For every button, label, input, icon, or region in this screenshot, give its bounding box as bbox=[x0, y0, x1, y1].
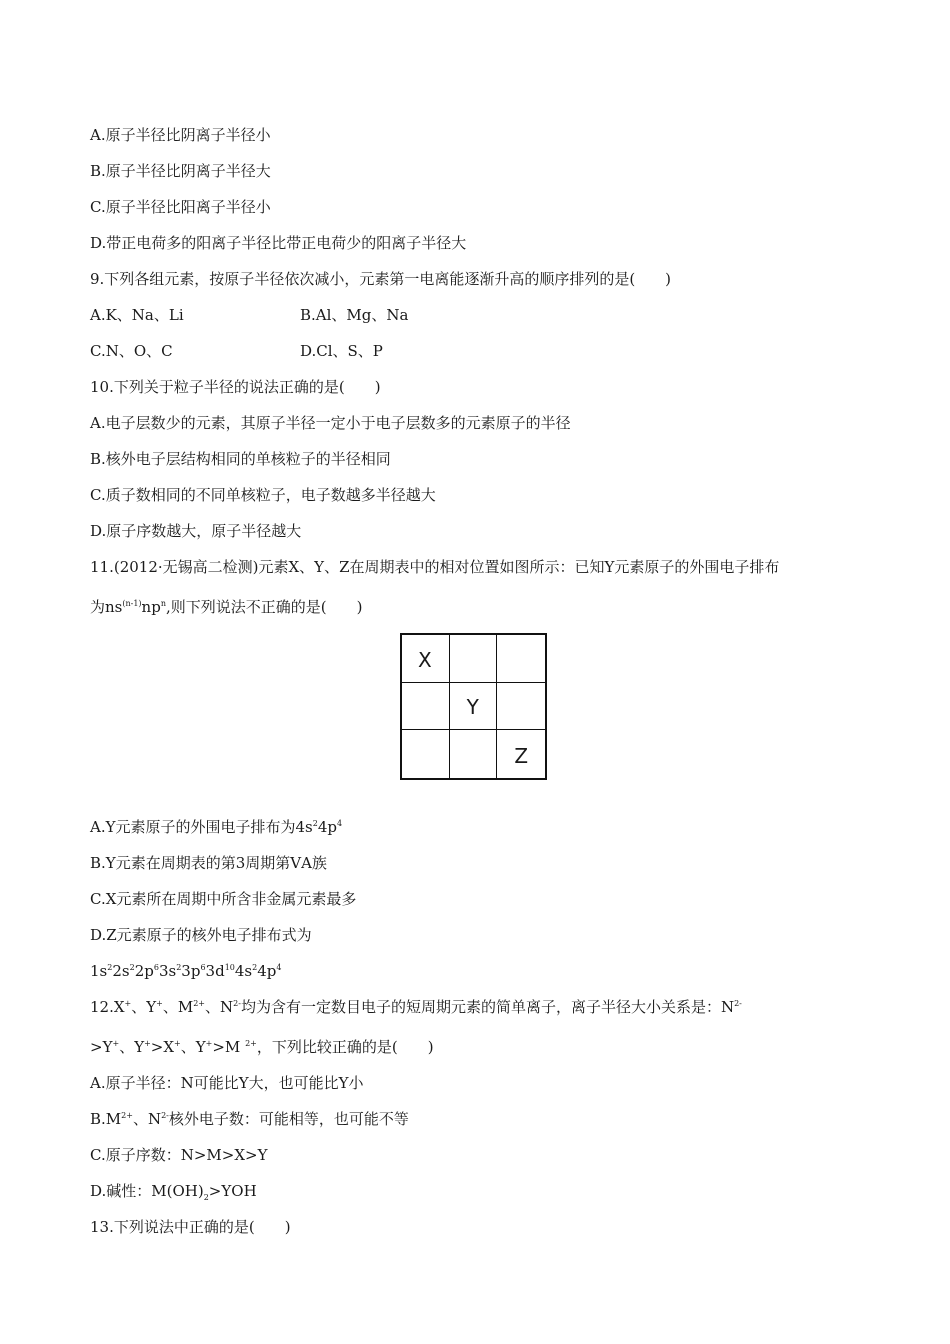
grid-cell-x bbox=[402, 635, 450, 683]
q12-option-a: A.原子半径：N可能比Y大，也可能比Y小 bbox=[90, 1074, 364, 1092]
q9-options-row1 bbox=[90, 305, 409, 325]
q10-option-c: C.质子数相同的不同单核粒子，电子数越多半径越大 bbox=[90, 486, 436, 504]
config-term: 3p bbox=[181, 962, 201, 980]
q12-line2-sup: + bbox=[174, 1039, 181, 1048]
config-exp: 10 bbox=[224, 963, 235, 972]
q12-option-d-sub: 2 bbox=[203, 1193, 209, 1202]
config-exp: 2 bbox=[176, 963, 182, 972]
q12-stem-rest: 均为含有一定数目电子的短周期元素的简单离子，离子半径大小关系是：N bbox=[240, 998, 735, 1016]
q12-sep1: 、Y bbox=[131, 998, 157, 1016]
q11-option-a-sup2: 4 bbox=[337, 819, 343, 828]
config-exp: 2 bbox=[107, 963, 113, 972]
q12-option-d-pre: D.碱性：M(OH) bbox=[90, 1182, 204, 1200]
q8-option-b: B.原子半径比阴离子半径大 bbox=[90, 162, 271, 180]
q10-option-a: A.电子层数少的元素，其原子半径一定小于电子层数多的元素原子的半径 bbox=[90, 414, 571, 432]
q12-option-b-sup1: 2+ bbox=[121, 1111, 133, 1120]
q12-stem-line1 bbox=[90, 997, 742, 1017]
q12-option-c: C.原子序数：N>M>X>Y bbox=[90, 1146, 268, 1164]
q11-option-a-mid: 4p bbox=[317, 818, 337, 836]
q8-option-c: C.原子半径比阳离子半径小 bbox=[90, 198, 271, 216]
q12-option-b bbox=[90, 1109, 409, 1129]
config-exp: 2 bbox=[129, 963, 135, 972]
q12-line2-post: ，下列比较正确的是( ) bbox=[256, 1038, 434, 1056]
grid-cell-empty bbox=[402, 683, 450, 731]
q12-line2-term: 、Y bbox=[180, 1038, 206, 1056]
q10-option-b: B.核外电子层结构相同的单核粒子的半径相同 bbox=[90, 450, 391, 468]
grid-label-z: Z bbox=[514, 744, 529, 769]
grid-cell-empty bbox=[497, 635, 545, 683]
grid-cell-empty bbox=[497, 683, 545, 731]
q12-line2-sup: + bbox=[112, 1039, 120, 1048]
config-term: 2s bbox=[112, 962, 130, 980]
q9-option-b: B.Al、Mg、Na bbox=[300, 306, 409, 324]
q9-options-row2 bbox=[90, 341, 383, 361]
q9-option-a: A.K、Na、Li bbox=[90, 306, 184, 324]
q8-option-d: D.带正电荷多的阳离子半径比带正电荷少的阳离子半径大 bbox=[90, 234, 467, 252]
grid-label-x: X bbox=[418, 648, 432, 672]
q12-option-b-sup2: 2- bbox=[161, 1111, 169, 1120]
config-term: 1s bbox=[90, 962, 108, 980]
q12-line2-term: 、Y bbox=[119, 1038, 145, 1056]
q9-option-c: C.N、O、C bbox=[90, 342, 173, 360]
periodic-position-grid bbox=[400, 633, 547, 780]
config-exp: 2 bbox=[252, 963, 258, 972]
q12-option-b-pre: B.M bbox=[90, 1110, 122, 1128]
q12-option-d bbox=[90, 1181, 257, 1201]
q11-stem-line2-post: ,则下列说法不正确的是( ) bbox=[165, 598, 363, 616]
q12-line2-term: >M bbox=[212, 1038, 246, 1056]
grid-cell-z bbox=[497, 730, 545, 778]
grid-cell-empty bbox=[402, 730, 450, 778]
q11-option-a-pre: A.Y元素原子的外围电子排布为4s bbox=[90, 818, 313, 836]
grid-cell-y bbox=[450, 683, 498, 731]
q9-stem: 9.下列各组元素，按原子半径依次减小，元素第一电离能逐渐升高的顺序排列的是( ) bbox=[90, 270, 672, 288]
q11-stem-line2 bbox=[90, 597, 362, 617]
q12-sep2: 、M bbox=[162, 998, 194, 1016]
q12-m-sup: 2+ bbox=[193, 999, 206, 1008]
q12-line2-sup: + bbox=[144, 1039, 151, 1048]
config-term: 3s bbox=[158, 962, 177, 980]
q12-x-sup: + bbox=[124, 999, 132, 1008]
q12-line2-term: >Y bbox=[90, 1038, 113, 1056]
q11-electron-config bbox=[90, 961, 281, 981]
q12-stem-end-sup: 2- bbox=[734, 999, 742, 1008]
q12-line2-sup: 2+ bbox=[245, 1039, 257, 1048]
q13-stem: 13.下列说法中正确的是( ) bbox=[90, 1218, 291, 1236]
q12-sep3: 、N bbox=[205, 998, 234, 1016]
q11-option-d: D.Z元素原子的核外电子排布式为 bbox=[90, 926, 312, 944]
q11-stem-sup2: n bbox=[160, 599, 166, 608]
q11-stem-line2-mid: np bbox=[141, 598, 161, 616]
q12-line2-sup: + bbox=[205, 1039, 213, 1048]
q11-option-a bbox=[90, 817, 342, 837]
config-exp: 6 bbox=[153, 963, 159, 972]
q8-option-a: A.原子半径比阴离子半径小 bbox=[90, 126, 271, 144]
q11-stem-line2-pre: 为ns bbox=[90, 598, 123, 616]
q12-stem-line2 bbox=[90, 1037, 434, 1057]
q11-stem-sup1: (n-1) bbox=[122, 599, 142, 608]
q12-n-sup: 2- bbox=[233, 999, 241, 1008]
q12-stem-num: 12.X bbox=[90, 998, 125, 1016]
config-term: 3d bbox=[205, 962, 225, 980]
config-term: 2p bbox=[134, 962, 154, 980]
q12-option-b-mid: 、N bbox=[132, 1110, 162, 1128]
q11-option-a-sup1: 2 bbox=[312, 819, 318, 828]
grid-cell-empty bbox=[450, 730, 498, 778]
q10-option-d: D.原子序数越大，原子半径越大 bbox=[90, 522, 302, 540]
q9-option-d: D.Cl、S、P bbox=[300, 342, 383, 360]
config-exp: 4 bbox=[276, 963, 282, 972]
q12-option-d-post: >YOH bbox=[208, 1182, 257, 1200]
config-term: 4p bbox=[257, 962, 277, 980]
config-exp: 6 bbox=[200, 963, 206, 972]
q11-option-b: B.Y元素在周期表的第3周期第ⅤA族 bbox=[90, 854, 327, 872]
grid-label-y: Y bbox=[466, 694, 479, 719]
q10-stem: 10.下列关于粒子半径的说法正确的是( ) bbox=[90, 378, 381, 396]
q12-option-b-post: 核外电子数：可能相等，也可能不等 bbox=[168, 1110, 409, 1128]
q11-stem-line1: 11.(2012·无锡高二检测)元素X、Y、Z在周期表中的相对位置如图所示：已知Y元素原子的外围电子排布 bbox=[90, 558, 780, 576]
q12-y-sup: + bbox=[156, 999, 163, 1008]
grid-cell-empty bbox=[450, 635, 498, 683]
q12-line2-term: >X bbox=[150, 1038, 175, 1056]
q11-option-c: C.X元素所在周期中所含非金属元素最多 bbox=[90, 890, 357, 908]
config-term: 4s bbox=[234, 962, 253, 980]
